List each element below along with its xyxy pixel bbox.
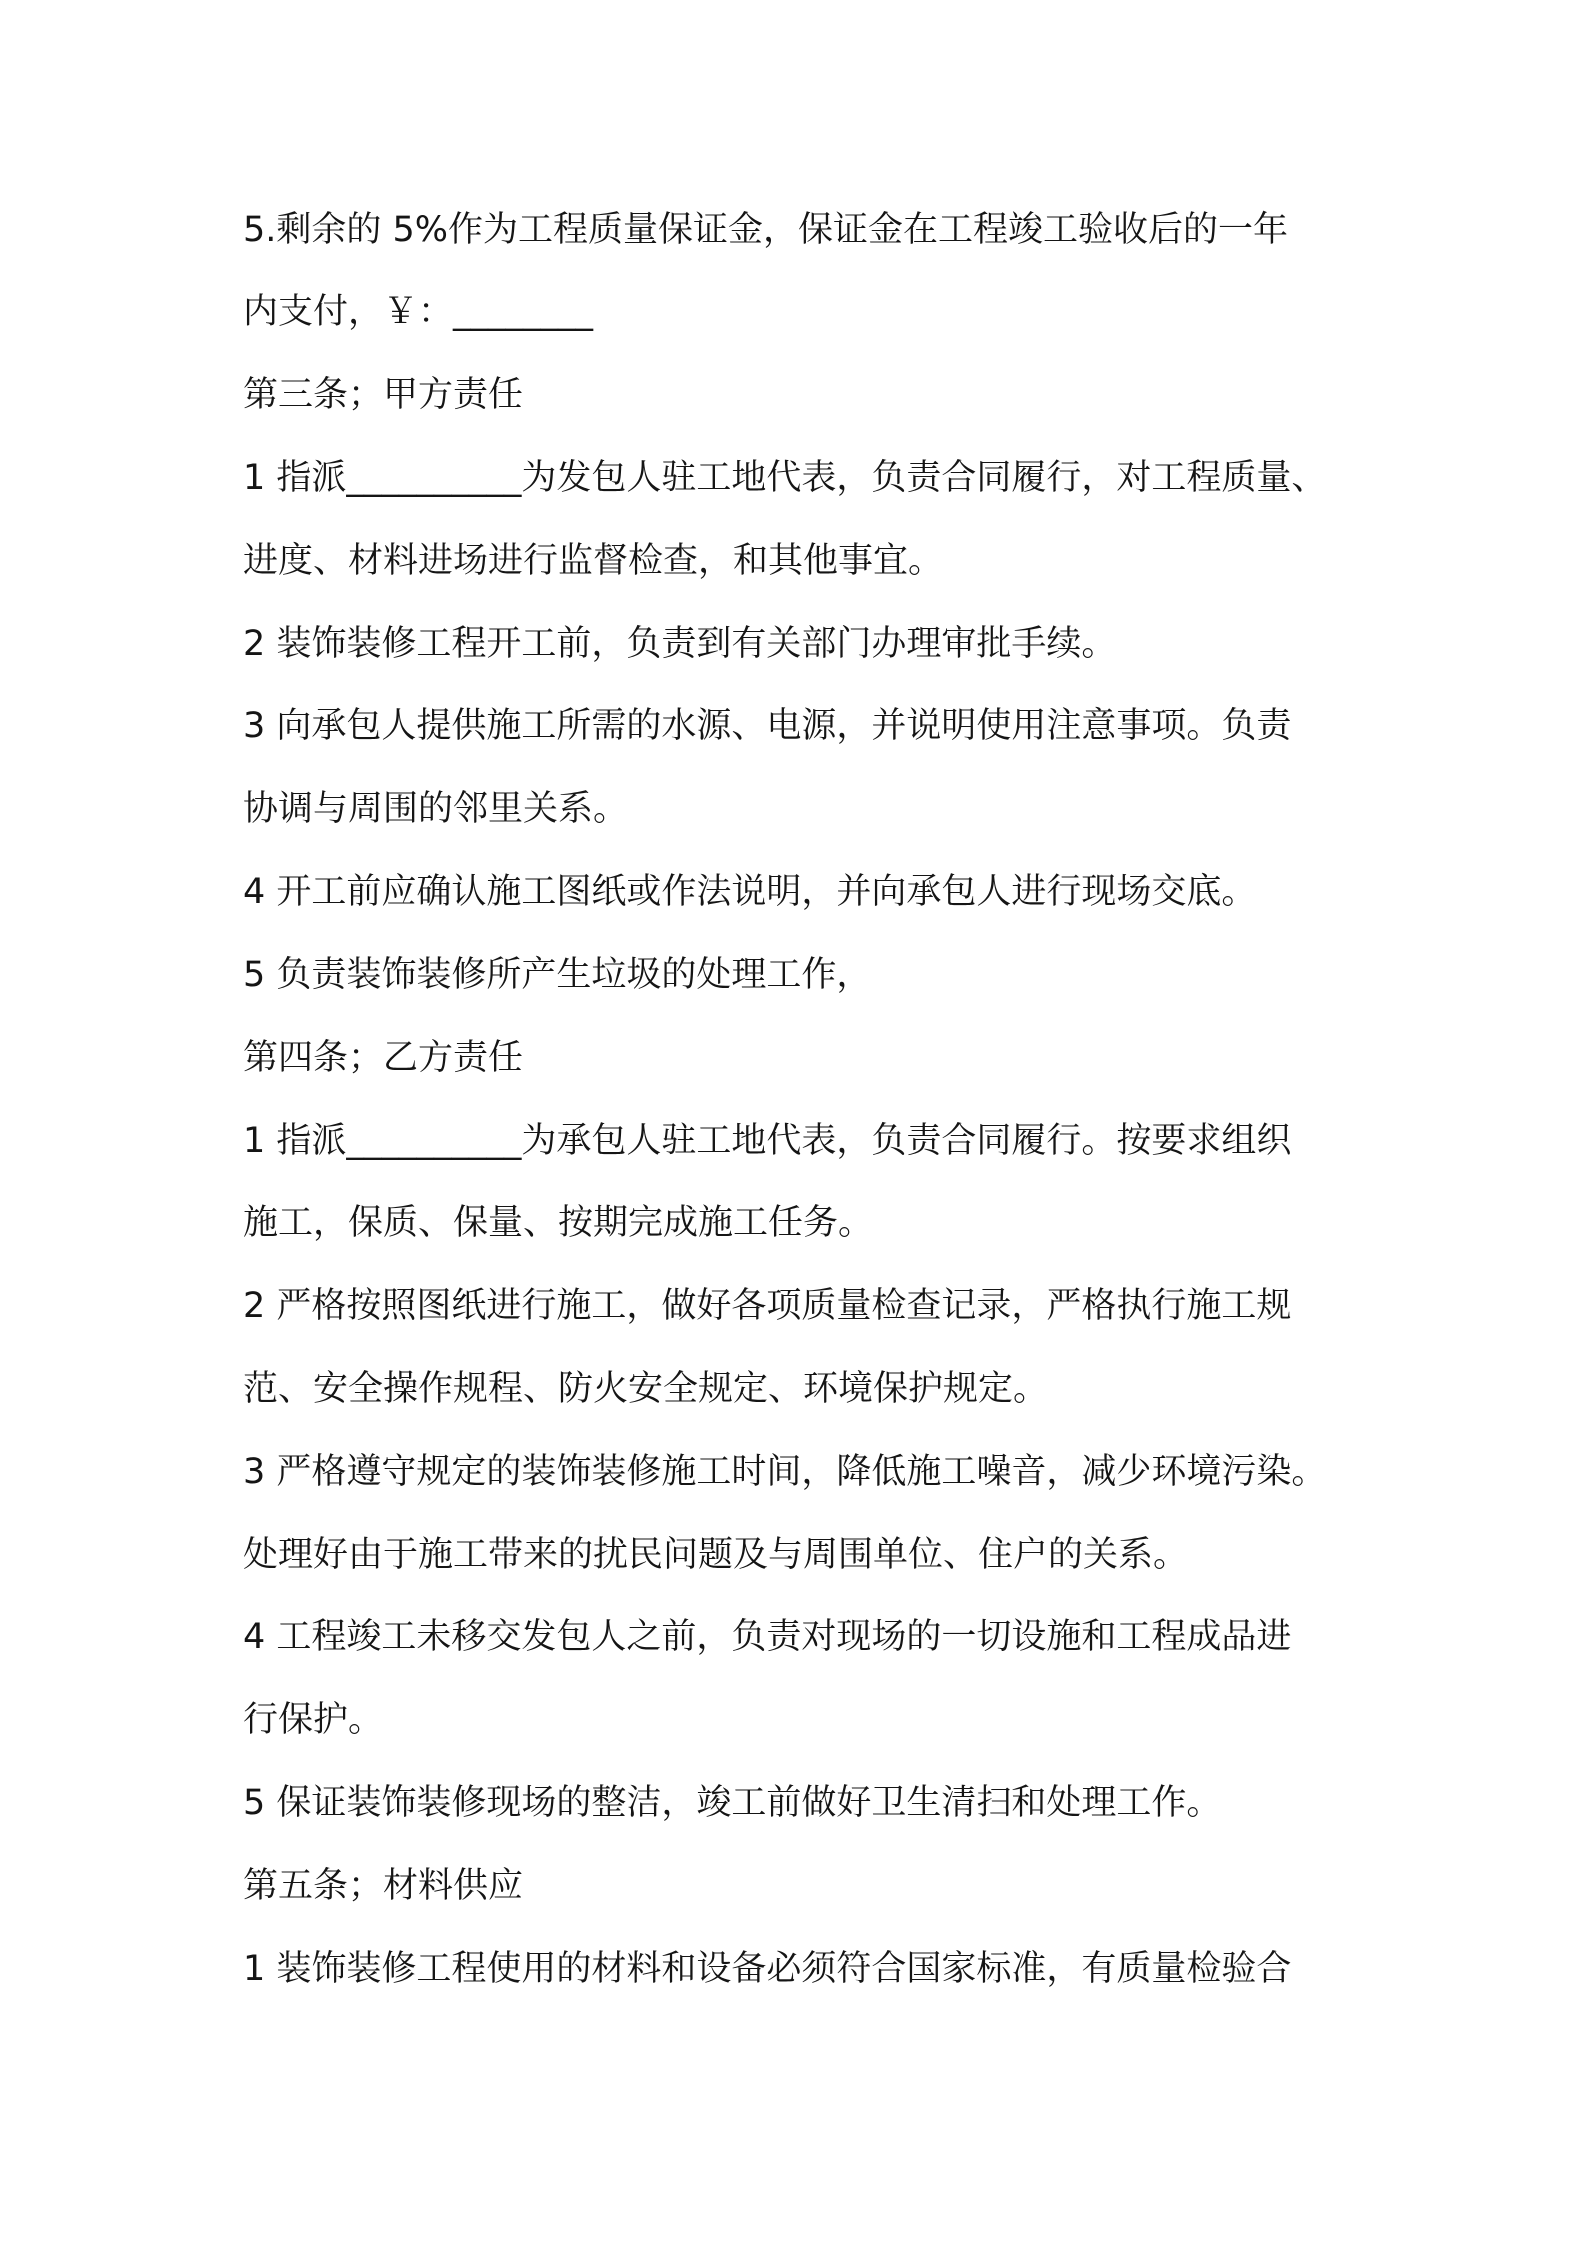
text-line: 5 负责装饰装修所产生垃圾的处理工作， xyxy=(243,955,872,995)
text-line: 施工，保质、保量、按期完成施工任务。 xyxy=(243,1203,874,1243)
text-line: 进度、材料进场进行监督检查，和其他事宜。 xyxy=(243,541,944,581)
text-line: 2 装饰装修工程开工前，负责到有关部门办理审批手续。 xyxy=(243,624,1117,664)
section-heading: 第三条；甲方责任 xyxy=(243,375,524,415)
text-line: 4 工程竣工未移交发包人之前，负责对现场的一切设施和工程成品进 xyxy=(243,1617,1292,1657)
text-line: 4 开工前应确认施工图纸或作法说明，并向承包人进行现场交底。 xyxy=(243,872,1257,912)
section-heading: 第五条；材料供应 xyxy=(243,1866,524,1906)
section-heading: 第四条；乙方责任 xyxy=(243,1038,524,1078)
text-line: 处理好由于施工带来的扰民问题及与周围单位、住户的关系。 xyxy=(243,1535,1189,1575)
text-line: 1 装饰装修工程使用的材料和设备必须符合国家标准，有质量检验合 xyxy=(243,1949,1292,1989)
text-line: 3 严格遵守规定的装饰装修施工时间，降低施工噪音，减少环境污染。 xyxy=(243,1452,1327,1492)
text-line: 3 向承包人提供施工所需的水源、电源，并说明使用注意事项。负责 xyxy=(243,706,1292,746)
text-line: 内支付，￥：________ xyxy=(243,292,594,332)
text-line: 1 指派__________为承包人驻工地代表，负责合同履行。按要求组织 xyxy=(243,1121,1292,1161)
text-line: 5.剩余的 5%作为工程质量保证金，保证金在工程竣工验收后的一年 xyxy=(243,210,1289,250)
text-line: 1 指派__________为发包人驻工地代表，负责合同履行，对工程质量、 xyxy=(243,458,1327,498)
text-line: 5 保证装饰装修现场的整洁，竣工前做好卫生清扫和处理工作。 xyxy=(243,1783,1222,1823)
text-line: 范、安全操作规程、防火安全规定、环境保护规定。 xyxy=(243,1369,1049,1409)
text-line: 2 严格按照图纸进行施工，做好各项质量检查记录，严格执行施工规 xyxy=(243,1286,1292,1326)
text-line: 协调与周围的邻里关系。 xyxy=(243,789,629,829)
text-line: 行保护。 xyxy=(243,1700,384,1740)
